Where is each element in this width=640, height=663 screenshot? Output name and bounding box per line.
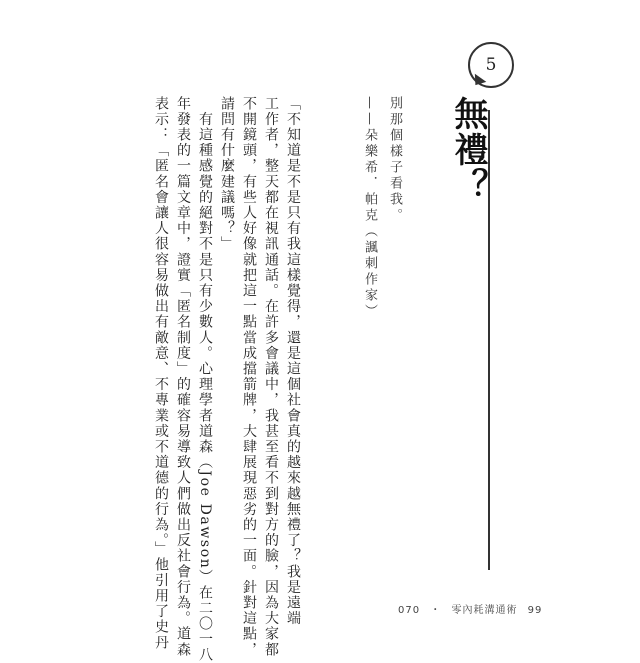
footer-bullet: ・ [430, 605, 442, 616]
body-column-6: 年發表的一篇文章中，證實「匿名制度」的確容易導致人們做出反社會行為。道森 [175, 96, 191, 658]
body-column-2: 工作者，整天都在視訊通話。在許多會議中，我甚至看不到對方的臉，因為大家都 [263, 96, 279, 658]
body-column-4: 請問有什麼建議嗎？」 [219, 96, 235, 252]
body-column-1: 「不知道是不是只有我這樣覺得，還是這個社會真的越來越無禮了？我是遠端 [285, 96, 301, 627]
chapter-title: 無禮？ [448, 96, 488, 204]
chapter-number: 5 [485, 55, 497, 75]
page-number: 070 [398, 605, 421, 616]
body-column-5: 有這種感覺的絕對不是只有少數人。心理學者道森（Joe Dawson）在二〇一八 [197, 96, 213, 663]
body-column-3: 不開鏡頭，有些人好像就把這一點當成擋箭牌，大肆展現惡劣的一面。針對這點， [241, 96, 257, 658]
footer-quote-mark: 99 [527, 605, 543, 616]
epigraph-quote: 別那個樣子看我。 [387, 96, 402, 224]
chapter-divider-line [488, 110, 490, 570]
epigraph-author: ——朵樂希．帕克（諷刺作家） [362, 96, 377, 320]
body-column-7: 表示：「匿名會讓人很容易做出有敵意、不專業或不道德的行為。」他引用了史丹 [153, 96, 169, 651]
page-footer [398, 601, 548, 616]
book-title: 零內耗溝通術 [451, 605, 518, 616]
